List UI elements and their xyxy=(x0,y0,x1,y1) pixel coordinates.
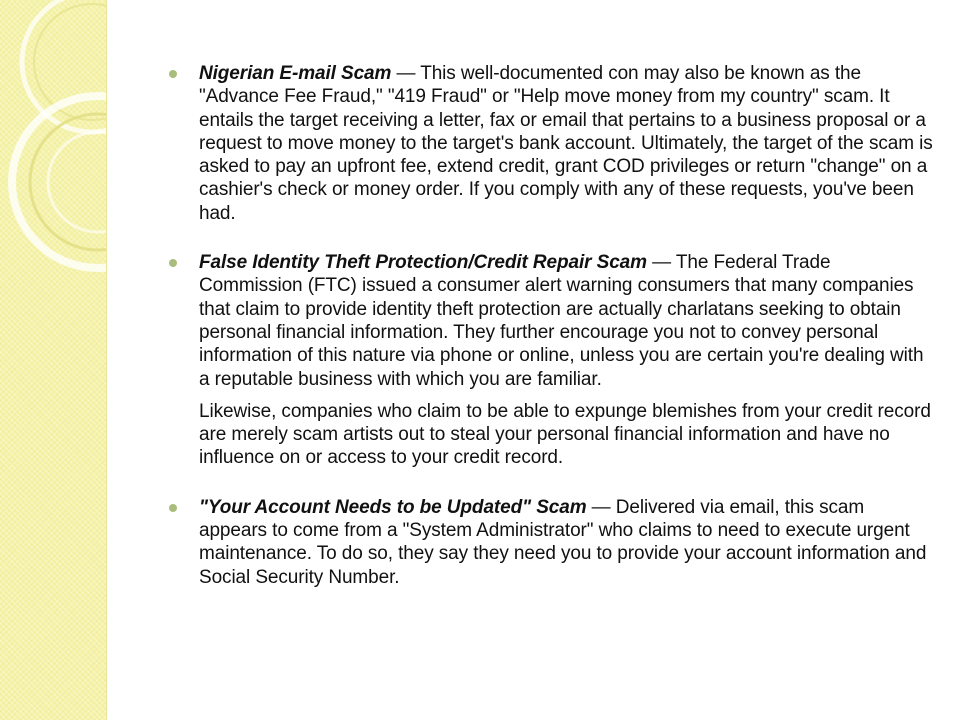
bullet-body: — This well-documented con may also be known as the "Advance Fee Fraud," "419 Fraud" or "Help move money from my country" scam. It entails the target receiving a letter, fax or email that pertains to a business proposal or a request to move money to the target's bank account. Ultimately, the target of the scam is asked to pay an upfront fee, extend credit, grant COD privileges or return "change" on a cashier's check or money order. If you comply with any of these requests, you've been had. xyxy=(199,63,933,224)
bullet-body: — The Federal Trade Commission (FTC) issued a consumer alert warning consumers that many companies that claim to provide identity theft protection are actually charlatans seeking to obtain personal financial information. They further encourage you not to convey personal information of this nature via phone or online, unless you are certain you're dealing with a reputable business with which you are familiar. xyxy=(199,252,924,390)
bullet-item-false-identity-theft-scam xyxy=(165,251,935,391)
bullet-term: Nigerian E-mail Scam xyxy=(199,63,392,84)
bullet-term: "Your Account Needs to be Updated" Scam xyxy=(199,496,587,518)
decorative-circles-graphic xyxy=(0,0,106,720)
slide-content xyxy=(165,62,935,589)
bullet-term: False Identity Theft Protection/Credit Repair Scam xyxy=(199,252,647,274)
bullet-dot-icon xyxy=(169,259,177,267)
bullet-continuation-paragraph: Likewise, companies who claim to be able to expunge blemishes from your credit record are merely scam artists out to steal your personal financial information and have no influence on or access to your credit record. xyxy=(199,400,931,469)
bullet-body: — Delivered via email, this scam appears to come from a "System Administrator" who claims to need to execute urgent maintenance. To do so, they say they need you to provide your account information and Social Security Number. xyxy=(199,496,927,588)
bullet-dot-icon xyxy=(169,70,177,78)
bullet-item-nigerian-email-scam xyxy=(165,62,935,225)
decorative-side-panel xyxy=(0,0,107,720)
bullet-item-account-update-scam xyxy=(165,496,935,589)
bullet-dot-icon xyxy=(169,504,177,512)
